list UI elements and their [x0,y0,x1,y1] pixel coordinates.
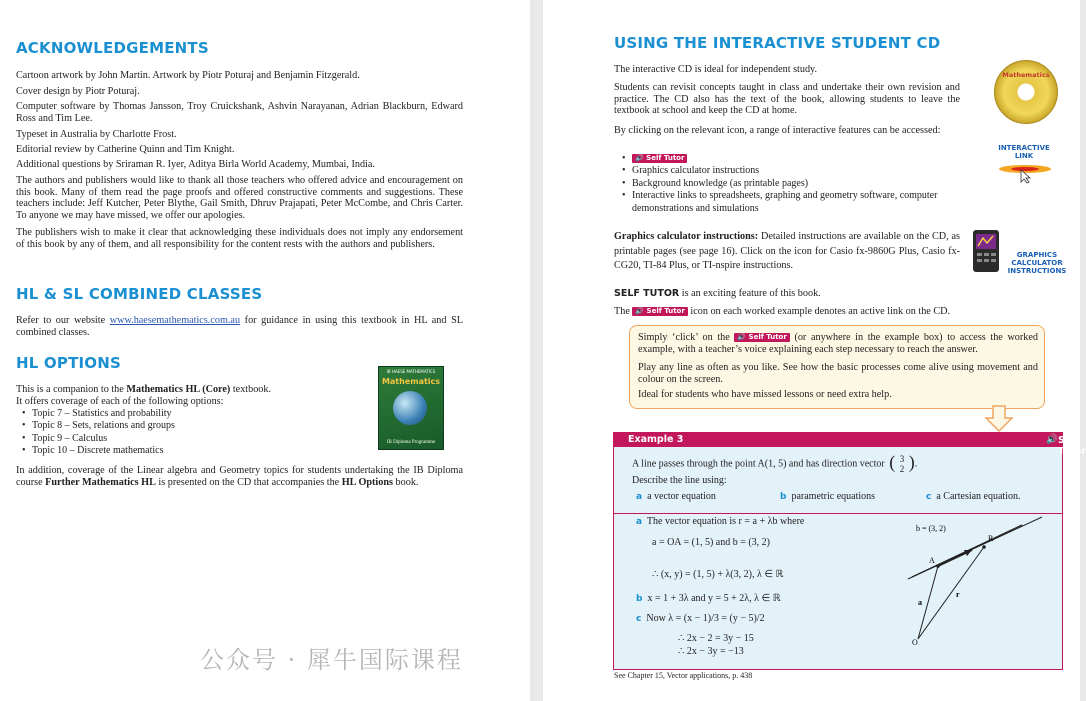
example-title: Example 3 [628,434,684,445]
solution-a: a The vector equation is r = a + λb where [636,516,805,527]
callout-play: Play any line as often as you like. See how the basic processes come alive using movement and colour on the screen. [638,362,1038,385]
label-O: O [912,638,918,647]
ack-disclaimer: The publishers wish to make it clear that acknowledging these individuals does not imply any endorsement of this book by any of them, and all responsibility for the content rests with the authors and publishers. [16,227,463,250]
down-arrow-icon [984,405,1014,433]
example-header [614,433,1086,457]
graphics-calculator-text: Graphics calculator instructions: Detailed instructions are available on the CD, as printable pages (see page 16). Click on the icon for Casio fx-9860G Plus, Casio fx-CG20, TI-84 Plus, or TI-nspire instructions. [614,231,960,271]
ack-questions: Additional questions by Sriraman R. Iyer, Aditya Birla World Academy, Mumbai, India. [16,159,375,170]
example-question: A line passes through the point A(1, 5) and has direction vector ( 3 2 ). [632,452,918,474]
label-b-vector: b = (3, 2) [916,524,946,533]
cd-revision: Students can revisit concepts taught in class and undertake their own revision and practice. The CD also has the text of the book, allowing students to leave the textbook at school and keep the CD at home. [614,82,960,117]
list-item: • Topic 8 – Sets, relations and groups [20,420,360,432]
watermark: 公众号 · 犀牛国际课程 [200,646,463,674]
ack-software: Computer software by Thomas Jansson, Troy Cruickshank, Ashvin Narayanan, Adrian Blackburn, Edward Ross and Tim Lee. [16,101,463,124]
combined-classes-text: Refer to our website www.haesemathematics.com.au for guidance in using this textbook in HL and SL combined classes. [16,315,464,338]
topic-list [20,408,360,458]
cd-icon[interactable] [994,60,1058,124]
hl-options-intro: This is a companion to the Mathematics HL (Core) textbook. [16,384,272,395]
feature-list [620,153,960,215]
self-tutor-badge[interactable]: 🔊 Self Tutor [632,307,687,316]
callout-click: Simply ‘click’ on the 🔊 Self Tutor (or anywhere in the example box) to access the worked example, with a teacher’s voice explaining each step necessary to reach the answer. [638,332,1038,355]
solution-b: b x = 1 + 3λ and y = 5 + 2λ, λ ∈ ℝ [636,593,781,604]
callout-ideal: Ideal for students who have missed lessons or need extra help. [638,389,892,400]
interactive-link-label: INTERACTIVE LINK [998,144,1050,160]
example-3-box[interactable] [613,432,1086,670]
list-item: • Topic 10 – Discrete mathematics [20,445,360,457]
label-A: A [929,556,935,565]
website-link[interactable]: www.haesemathematics.com.au [109,315,241,326]
book-publisher: IB HAESE MATHEMATICS [386,369,436,374]
interactive-cd-heading: USING THE INTERACTIVE STUDENT CD [614,34,941,52]
list-item: • Background knowledge (as printable pages) [620,178,960,190]
vector-diagram [904,517,1054,647]
list-item: • Graphics calculator instructions [620,165,960,177]
list-item: • Interactive links to spreadsheets, graphing and geometry software, computer demonstrations and simulations [620,190,960,215]
ack-editorial: Editorial review by Catherine Quinn and Tim Knight. [16,144,235,155]
cd-intro: The interactive CD is ideal for independent study. [614,64,818,75]
solution-divider [614,513,1062,514]
list-item: • Topic 9 – Calculus [20,433,360,445]
direction-vector: ( 3 2 ) [884,452,915,474]
label-r: r [956,590,960,599]
solution-c: c Now λ = (x − 1)/3 = (y − 5)/2 [636,613,765,624]
self-tutor-badge[interactable]: 🔊 Self Tutor [734,333,789,342]
list-item: • Topic 7 – Statistics and probability [20,408,360,420]
combined-classes-heading: HL & SL COMBINED CLASSES [16,285,263,303]
hl-options-heading: HL OPTIONS [16,354,122,372]
solution-c-step1: ∴ 2x − 2 = 3y − 15 [678,633,754,644]
solution-a-values: a = OA = (1, 5) and b = (3, 2) [652,537,771,548]
cd-features-intro: By clicking on the relevant icon, a range of interactive features can be accessed: [614,125,941,136]
solution-c-step2: ∴ 2x − 3y = −13 [678,646,744,657]
book-title: Mathematics [381,377,441,386]
left-page [0,0,530,701]
ack-thanks: The authors and publishers would like to thank all those teachers who offered advice and encouragement on this book. Many of them read the page proofs and offered constructive comments and suggestions. These teachers include: Jeff Kutcher, Peter Blythe, Gail Smith, Dhruv Prajapati, Peter McCombe, and Chris Carter. To anyone we may have missed, we offer our apologies. [16,175,463,221]
part-c: c a Cartesian equation. [926,491,1021,502]
label-a: a [918,598,922,607]
self-tutor-intro: SELF TUTOR is an exciting feature of this book. [614,288,821,299]
cd-label: Mathematics [1002,71,1050,79]
label-R: R [988,534,994,543]
acknowledgements-heading: ACKNOWLEDGEMENTS [16,39,209,57]
solution-a-equation: ∴ (x, y) = (1, 5) + λ(3, 2), λ ∈ ℝ [652,569,784,580]
ack-artwork: Cartoon artwork by John Martin. Artwork by Piotr Poturaj and Benjamin Fitzgerald. [16,70,360,81]
self-tutor-badge[interactable]: 🔊 Self Tutor [632,154,687,163]
hl-core-book-cover [378,366,444,450]
self-tutor-link[interactable]: 🔊 Self Tutor [1046,434,1086,457]
right-page [543,0,1086,701]
self-tutor-callout [629,325,1045,409]
ack-typeset: Typeset in Australia by Charlotte Frost. [16,129,177,140]
part-b: b parametric equations [780,491,876,502]
hl-options-coverage: It offers coverage of each of the following options: [16,396,224,407]
list-item [620,153,960,165]
chapter-reference: See Chapter 15, Vector applications, p. 438 [614,671,753,680]
hl-options-further: In addition, coverage of the Linear algebra and Geometry topics for students undertaking the IB Diploma course Further Mathematics HL is presented on the CD that accompanies the HL Options book. [16,465,463,488]
globe-icon [393,391,427,425]
ack-cover: Cover design by Piotr Poturaj. [16,86,140,97]
interactive-link-icon[interactable] [997,162,1053,184]
example-describe: Describe the line using: [632,475,727,486]
part-a: a a vector equation [636,491,716,502]
book-programme: IB Diploma Programme [386,440,436,445]
graphics-calculator-label: GRAPHICS CALCULATOR INSTRUCTIONS [1007,251,1067,275]
self-tutor-desc: The 🔊 Self Tutor icon on each worked example denotes an active link on the CD. [614,306,951,317]
